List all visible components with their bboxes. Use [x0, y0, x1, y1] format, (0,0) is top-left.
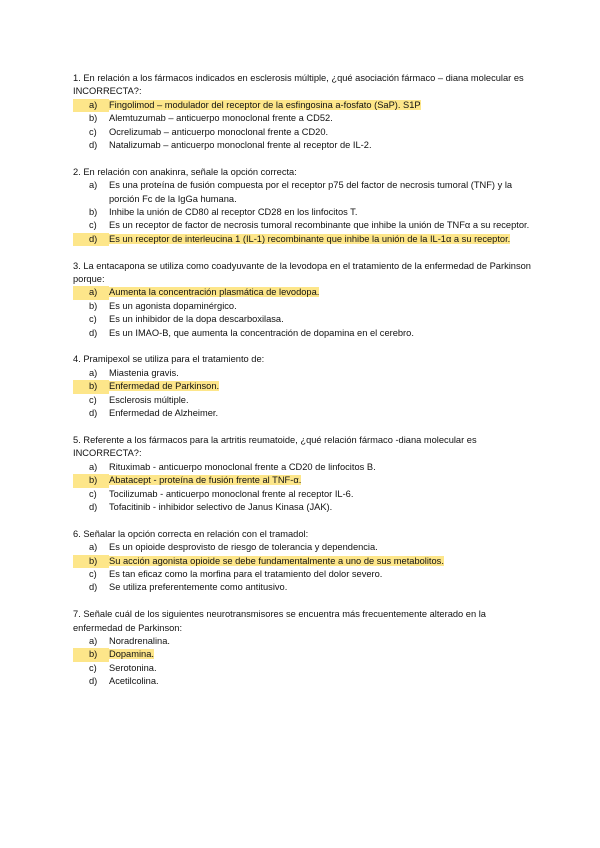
question-stem: [73, 528, 533, 541]
question-3-option-d: [73, 327, 533, 340]
option-letter: b): [73, 474, 109, 487]
option-letter: a): [89, 461, 98, 472]
question-number: 3.: [73, 260, 81, 271]
question-7: [73, 608, 533, 688]
option-list: [73, 179, 533, 246]
option-text: Acetilcolina.: [109, 676, 159, 687]
question-1: [73, 72, 533, 152]
question-4-option-b: [73, 380, 533, 393]
question-stem: [73, 166, 533, 179]
question-2-option-c: [73, 219, 533, 232]
option-letter: a): [73, 286, 109, 299]
question-6-option-d: [73, 581, 533, 594]
option-text: Abatacept - proteína de fusión frente al TNF-α.: [109, 475, 302, 486]
question-1-option-c: [73, 126, 533, 139]
question-1-option-a: [73, 99, 533, 112]
option-letter: a): [89, 542, 98, 553]
option-letter: d): [89, 582, 98, 593]
option-letter: b): [73, 380, 109, 393]
question-4-option-c: [73, 394, 533, 407]
question-5: [73, 434, 533, 514]
option-text: Tofacitinib - inhibidor selectivo de Janus Kinasa (JAK).: [109, 501, 333, 512]
question-7-option-b: [73, 648, 533, 661]
option-text: Serotonina.: [109, 662, 157, 673]
option-text: Esclerosis múltiple.: [109, 394, 189, 405]
question-5-option-b: [73, 474, 533, 487]
option-text: Alemtuzumab – anticuerpo monoclonal frente a CD52.: [109, 113, 333, 124]
option-text: Es un receptor de interleucina 1 (IL-1) recombinante que inhibe la unión de la IL-1α a su receptor.: [109, 233, 511, 244]
option-text: Enfermedad de Parkinson.: [109, 381, 220, 392]
option-letter: b): [89, 113, 98, 124]
option-text: Ocrelizumab – anticuerpo monoclonal frente a CD20.: [109, 126, 329, 137]
question-6-option-a: [73, 541, 533, 554]
option-letter: d): [89, 501, 98, 512]
option-letter: c): [89, 394, 97, 405]
question-2-option-d: [73, 233, 533, 246]
question-stem: [73, 72, 533, 99]
question-text: En relación con anakinra, señale la opción correcta:: [83, 166, 297, 177]
question-number: 6.: [73, 528, 81, 539]
option-letter: c): [89, 220, 97, 231]
option-letter: d): [89, 408, 98, 419]
option-letter: c): [89, 314, 97, 325]
option-text: Es un inhibidor de la dopa descarboxilasa.: [109, 314, 284, 325]
question-4: [73, 353, 533, 420]
option-letter: d): [89, 676, 98, 687]
option-letter: d): [89, 327, 98, 338]
question-text: La entacapona se utiliza como coadyuvante de la levodopa en el tratamiento de la enfermedad de Parkinson porque:: [73, 260, 531, 285]
option-list: [73, 541, 533, 595]
option-text: Inhibe la unión de CD80 al receptor CD28 en los linfocitos T.: [109, 207, 358, 218]
question-7-option-c: [73, 662, 533, 675]
question-number: 2.: [73, 166, 81, 177]
question-6-option-b: [73, 555, 533, 568]
question-number: 5.: [73, 434, 81, 445]
option-text: Es un agonista dopaminérgico.: [109, 300, 237, 311]
question-stem: [73, 608, 533, 635]
question-3: [73, 260, 533, 340]
option-text: Noradrenalina.: [109, 635, 170, 646]
question-number: 4.: [73, 354, 81, 365]
option-text: Enfermedad de Alzheimer.: [109, 408, 219, 419]
question-text: Pramipexol se utiliza para el tratamiento de:: [83, 354, 265, 365]
question-4-option-d: [73, 407, 533, 420]
question-number: 1.: [73, 73, 81, 83]
question-4-option-a: [73, 367, 533, 380]
option-text: Su acción agonista opioide se debe fundamentalmente a uno de sus metabolitos.: [109, 555, 444, 566]
question-text: Señalar la opción correcta en relación con el tramadol:: [83, 528, 309, 539]
option-list: [73, 635, 533, 689]
question-stem: [73, 434, 533, 461]
option-letter: b): [89, 207, 98, 218]
option-letter: b): [73, 555, 109, 568]
option-text: Miastenia gravis.: [109, 367, 179, 378]
option-text: Aumenta la concentración plasmática de levodopa.: [109, 287, 320, 298]
question-6-option-c: [73, 568, 533, 581]
option-text: Es un receptor de factor de necrosis tumoral recombinante que inhibe la unión de TNFα a su receptor.: [109, 220, 530, 231]
option-letter: b): [73, 648, 109, 661]
question-stem: [73, 260, 533, 287]
option-letter: a): [89, 635, 98, 646]
option-letter: a): [89, 180, 98, 191]
question-number: 7.: [73, 609, 81, 620]
question-3-option-c: [73, 313, 533, 326]
document-body: [73, 72, 533, 702]
option-text: Es tan eficaz como la morfina para el tratamiento del dolor severo.: [109, 568, 383, 579]
question-text: Señale cuál de los siguientes neurotransmisores se encuentra más frecuentemente alterado en la enfermedad de Parkinson:: [73, 609, 486, 633]
option-list: [73, 286, 533, 340]
option-letter: d): [73, 233, 109, 246]
question-1-option-d: [73, 139, 533, 152]
option-list: [73, 367, 533, 421]
option-letter: a): [73, 99, 109, 112]
option-letter: c): [89, 662, 97, 673]
option-list: [73, 99, 533, 153]
question-7-option-a: [73, 635, 533, 648]
option-text: Es un opioide desprovisto de riesgo de tolerancia y dependencia.: [109, 542, 378, 553]
option-letter: c): [89, 488, 97, 499]
question-2: [73, 166, 533, 246]
question-3-option-a: [73, 286, 533, 299]
question-5-option-c: [73, 488, 533, 501]
question-5-option-d: [73, 501, 533, 514]
option-letter: d): [89, 140, 98, 151]
option-text: Es una proteína de fusión compuesta por el receptor p75 del factor de necrosis tumoral (TNF) y la porción Fc de la IgGa humana.: [109, 180, 513, 204]
question-2-option-a: [73, 179, 533, 206]
option-letter: a): [89, 367, 98, 378]
question-5-option-a: [73, 461, 533, 474]
option-text: Dopamina.: [109, 649, 154, 660]
question-6: [73, 528, 533, 595]
question-2-option-b: [73, 206, 533, 219]
option-letter: c): [89, 568, 97, 579]
option-text: Fingolimod – modulador del receptor de la esfingosina a-fosfato (SaP). S1P: [109, 99, 421, 110]
option-text: Tocilizumab - anticuerpo monoclonal frente al receptor IL-6.: [109, 488, 354, 499]
option-list: [73, 461, 533, 515]
question-text: Referente a los fármacos para la artritis reumatoide, ¿qué relación fármaco -diana molecular es INCORRECTA?:: [73, 434, 477, 459]
question-7-option-d: [73, 675, 533, 688]
question-stem: [73, 353, 533, 366]
option-text: Natalizumab – anticuerpo monoclonal frente al receptor de IL-2.: [109, 140, 372, 151]
question-text: En relación a los fármacos indicados en esclerosis múltiple, ¿qué asociación fármaco – diana molecular es INCORRECTA?:: [73, 73, 524, 97]
question-3-option-b: [73, 300, 533, 313]
option-text: Es un IMAO-B, que aumenta la concentración de dopamina en el cerebro.: [109, 327, 414, 338]
option-text: Se utiliza preferentemente como antitusivo.: [109, 582, 288, 593]
option-letter: c): [89, 126, 97, 137]
option-letter: b): [89, 300, 98, 311]
option-text: Rituximab - anticuerpo monoclonal frente a CD20 de linfocitos B.: [109, 461, 376, 472]
question-1-option-b: [73, 112, 533, 125]
